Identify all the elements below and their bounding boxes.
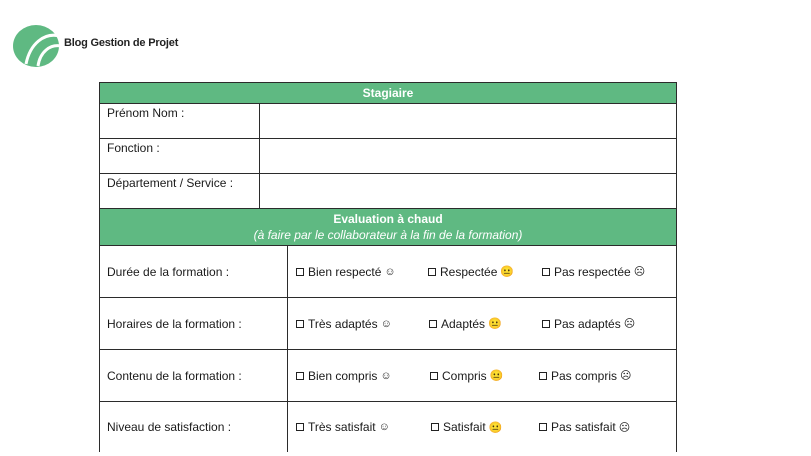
rating-option[interactable] [542, 246, 645, 297]
rating-option[interactable] [296, 350, 392, 401]
option-label: Très adaptés [308, 316, 378, 331]
smiley-sad-icon: ☹ [618, 421, 631, 434]
checkbox[interactable] [539, 372, 547, 380]
rating-option[interactable] [296, 246, 396, 297]
rating-option[interactable] [542, 298, 635, 349]
evaluation-title: Evaluation à chaud [333, 212, 443, 226]
smiley-neutral-icon: 😐 [488, 318, 502, 330]
rating-option[interactable] [430, 350, 503, 401]
checkbox[interactable] [539, 423, 547, 431]
option-label: Satisfait [443, 420, 486, 434]
rating-option[interactable] [539, 402, 630, 452]
field-label: Fonction : [100, 139, 260, 173]
checkbox[interactable] [296, 268, 304, 276]
option-label: Pas satisfait [551, 420, 616, 434]
stagiaire-row-department [99, 174, 677, 209]
evaluation-row-label: Niveau de satisfaction : [100, 402, 288, 452]
option-label: Pas adaptés [554, 316, 621, 331]
checkbox[interactable] [296, 423, 304, 431]
rating-option[interactable] [539, 350, 632, 401]
checkbox[interactable] [431, 423, 439, 431]
evaluation-row-label: Durée de la formation : [100, 246, 288, 297]
evaluation-options [288, 350, 676, 401]
option-label: Bien compris [308, 368, 378, 383]
evaluation-form [99, 82, 677, 452]
function-field[interactable] [260, 139, 676, 173]
evaluation-options [288, 246, 676, 297]
rating-option[interactable] [296, 402, 390, 452]
evaluation-row [99, 350, 677, 402]
checkbox[interactable] [542, 320, 550, 328]
smiley-happy-icon: ☺ [380, 317, 392, 330]
field-label: Département / Service : [100, 174, 260, 208]
evaluation-row-label: Contenu de la formation : [100, 350, 288, 401]
option-label: Très satisfait [308, 420, 376, 434]
checkbox[interactable] [430, 372, 438, 380]
stagiaire-header: Stagiaire [99, 82, 677, 104]
checkbox[interactable] [428, 268, 436, 276]
department-field[interactable] [260, 174, 676, 208]
evaluation-row [99, 298, 677, 350]
evaluation-row [99, 402, 677, 452]
smiley-happy-icon: ☺ [384, 265, 396, 278]
option-label: Compris [442, 368, 487, 383]
smiley-neutral-icon: 😐 [489, 370, 504, 382]
smiley-neutral-icon: 😐 [500, 266, 515, 278]
smiley-sad-icon: ☹ [633, 266, 646, 278]
smiley-sad-icon: ☹ [623, 318, 636, 330]
option-label: Pas compris [551, 368, 618, 383]
smiley-sad-icon: ☹ [620, 370, 632, 382]
rating-option[interactable] [428, 246, 514, 297]
rating-option[interactable] [431, 402, 502, 452]
rating-option[interactable] [296, 298, 392, 349]
logo-icon [12, 24, 62, 68]
evaluation-options [288, 402, 676, 452]
smiley-happy-icon: ☺ [378, 421, 390, 433]
checkbox[interactable] [296, 372, 304, 380]
evaluation-row-label: Horaires de la formation : [100, 298, 288, 349]
stagiaire-row-name [99, 104, 677, 139]
brand-name: Blog Gestion de Projet [64, 37, 179, 49]
rating-option[interactable] [429, 298, 502, 349]
checkbox[interactable] [542, 268, 550, 276]
stagiaire-row-function [99, 139, 677, 174]
name-field[interactable] [260, 104, 676, 138]
smiley-happy-icon: ☺ [380, 369, 392, 382]
option-label: Adaptés [441, 316, 486, 331]
field-label: Prénom Nom : [100, 104, 260, 138]
smiley-neutral-icon: 😐 [488, 421, 503, 434]
option-label: Respectée [440, 264, 498, 279]
checkbox[interactable] [429, 320, 437, 328]
evaluation-row [99, 246, 677, 298]
evaluation-options [288, 298, 676, 349]
option-label: Pas respectée [554, 264, 631, 279]
checkbox[interactable] [296, 320, 304, 328]
evaluation-subtitle: (à faire par le collaborateur à la fin de la formation) [253, 228, 523, 242]
evaluation-header [99, 209, 677, 246]
option-label: Bien respecté [308, 264, 382, 279]
